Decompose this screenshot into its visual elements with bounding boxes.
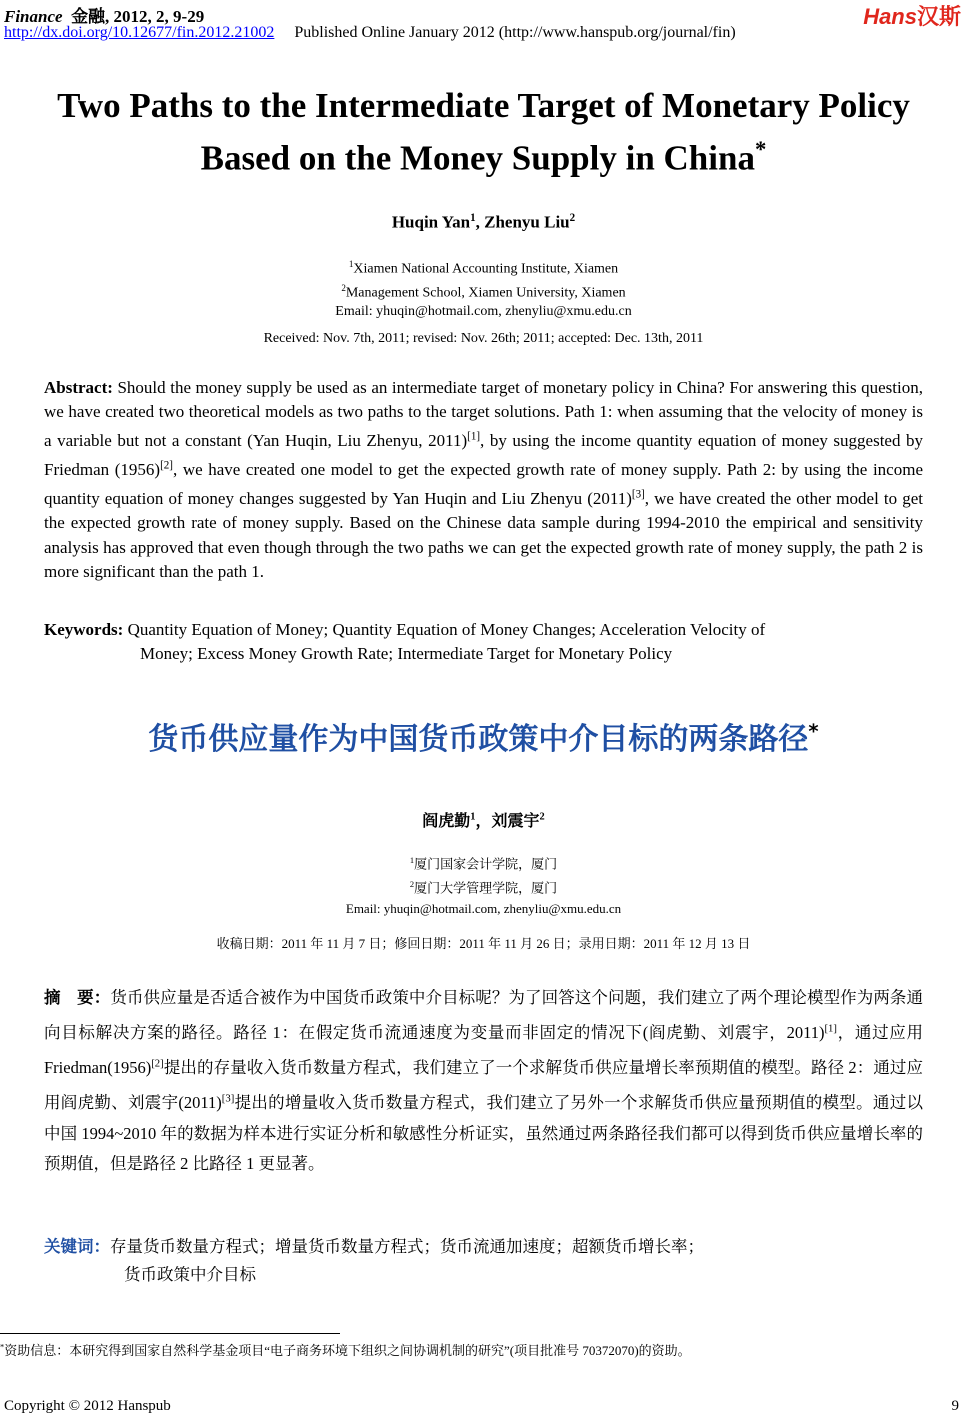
received-dates: Received: Nov. 7th, 2011; revised: Nov. 26th; 2011; accepted: Dec. 13th, 2011 [263,331,704,346]
citation-ref: [1] [467,430,481,443]
copyright: Copyright © 2012 Hanspub [4,1398,171,1414]
doi-link[interactable]: http://dx.doi.org/10.12677/fin.2012.21002 [4,24,275,41]
citation-ref: [1] [824,1022,837,1035]
citation-ref: [3] [221,1092,235,1105]
abstract-label: Abstract: [44,378,113,397]
chinese-affiliations: $^1$厦门国家会计学院，厦门 $^2$厦门大学管理学院，厦门 Email: yhuqin@hotmail.com, zhenyliu@xmu.edu.cn [0,850,967,919]
abstract [44,376,923,584]
journal-issue: 金融, 2012, 2, 9-29 [71,7,205,26]
chinese-email: Email: yhuqin@hotmail.com, zhenyliu@xmu.edu.cn [345,900,622,916]
published-info: Published Online January 2012 (http://www.hanspub.org/journal/fin) [294,24,736,41]
chinese-authors: 阎虎勤$^1$，刘震宇$^2$ [422,811,545,830]
keywords: Keywords: Quantity Equation of Money; Quantity Equation of Money Changes; Acceleration Velocity of Money; Excess Money Growth Rate; Intermediate Target for Monetary Policy [44,620,766,663]
abstract-text: ，通过应用 Friedman(1956) [44,1023,923,1077]
abstract-text: , we have created the other model to get the expected growth rate of money supply. Based on the Chinese data sample during 1994-2010 the empirical and sensitivity analysis has approved that even though through the two paths we can get the expected growth rate of money supply, the path 2 is more significant than the path 1. [44,489,923,582]
abstract-text: , by using the income quantity equation of money suggested by Friedman (1956) [44,431,923,480]
abstract-text: , we have created one model to get the expected growth rate of money supply. Path 2: by using the income quantity equation of money changes suggested by Yan Huqin and Liu Zhenyu (2011) [44,460,923,509]
authors: Huqin Yan$^1$, Zhenyu Liu$^2$ [391,212,576,232]
abstract-text: 货币供应量是否适合被作为中国货币政策中介目标呢？为了回答这个问题，我们建立了两个理论模型作为两条通向目标解决方案的路径。路径 1：在假定货币流通速度为变量而非固定的情况下(阎虎勤、刘震宇，2011) [44,988,924,1042]
journal-name: Finance [4,7,63,26]
chinese-abstract: 摘 要：货币供应量是否适合被作为中国货币政策中介目标呢？为了回答这个问题，我们建立了两个理论模型作为两条通向目标解决方案的路径。路径 1：在假定货币流通速度为变量而非固定的情况下(阎虎勤、刘震宇，2011)[1]，通过应用 Friedman(1956)[2]提出的存量收入货币数量方程式，我们建立了一个求解货币供应量增长率预期值的模型。路径 2：通过应用阎虎勤、刘震宇(2011)[3]提出的增量收入货币数量方程式，我们建立了另外一个求解货币供应量预期值的模型。通过以中国 1994~2010 年的数据为样本进行实证分析和敏感性分析证实，虽然通过两条路径我们都可以得到货币供应量增长率的预期值，但是路径 2 比路径 1 更显著。 [44,988,924,1173]
paper-title: Two Paths to the Intermediate Target of Monetary Policy Based on the Money Supply in China* [57,86,910,178]
abstract-text: Should the money supply be used as an intermediate target of monetary policy in China? For answering this question, we have created two theoretical models as two paths to the target solutions. Path 1: when assuming that the velocity of money is a variable but not a constant (Yan Huqin, Liu Zhenyu, 2011) [44,378,923,451]
citation-ref: [2] [160,459,173,472]
doi-line [4,24,736,42]
email: Email: yhuqin@hotmail.com, zhenyliu@xmu.edu.cn [335,304,632,320]
footnote: *资助信息：本研究得到国家自然科学基金项目“电子商务环境下组织之间协调机制的研究”(项目批准号 70372070)的资助。 [0,1341,691,1358]
chinese-received-dates: 收稿日期：2011 年 11 月 7 日；修回日期：2011 年 11 月 26 日；录用日期：2011 年 12 月 13 日 [216,936,751,951]
abstract-text: 提出的存量收入货币数量方程式，我们建立了一个求解货币供应量增长率预期值的模型。路径 2：通过应用阎虎勤、刘震宇(2011) [44,1058,923,1112]
chinese-keywords: 关键词：存量货币数量方程式；增量货币数量方程式；货币流通加速度；超额货币增长率； 货币政策中介目标 [44,1237,704,1284]
affiliations: $^1$Xiamen National Accounting Institute, Xiamen $^2$Management School, Xiamen University, Xiamen Email: yhuqin@hotmail.com, zhenyliu@xmu.edu.cn [0,255,967,321]
page-number: 9 [951,1398,959,1414]
citation-ref: [2] [151,1057,164,1070]
citation-ref: [3] [631,488,645,501]
hans-logo: Hans汉斯 [863,4,961,29]
chinese-title: 货币供应量作为中国货币政策中介目标的两条路径* [148,720,819,757]
abstract-text: 提出的增量收入货币数量方程式，我们建立了另外一个求解货币供应量预期值的模型。通过以中国 1994~2010 年的数据为样本进行实证分析和敏感性分析证实，虽然通过两条路径我们都可以得到货币供应量增长率的预期值，但是路径 2 比路径 1 更显著。 [44,1093,923,1173]
footnote-divider [0,1333,340,1334]
